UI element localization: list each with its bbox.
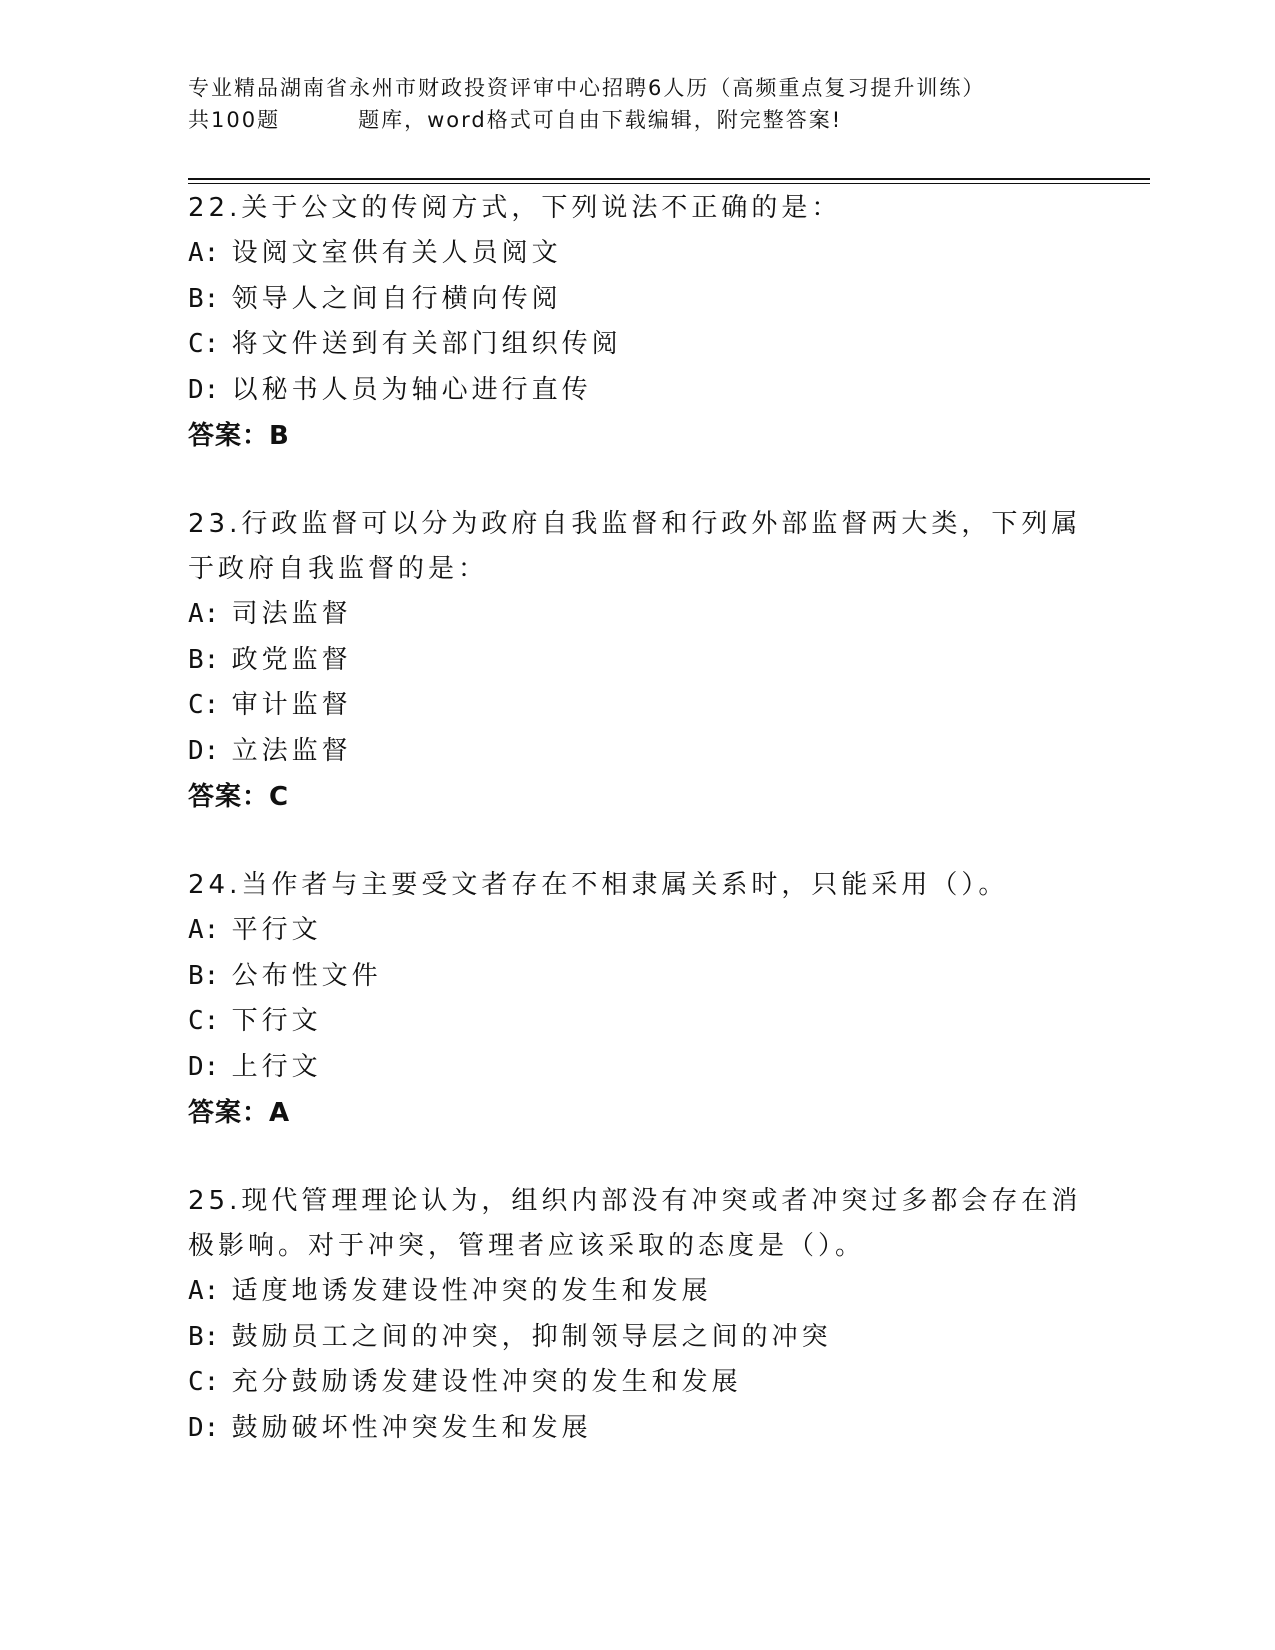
option-letter: A: — [188, 599, 220, 629]
answer: 答案：B — [188, 421, 290, 451]
option-text: 上行文 — [231, 1051, 322, 1082]
option-letter: D: — [188, 374, 220, 405]
option-text: 鼓励破坏性冲突发生和发展 — [231, 1412, 592, 1443]
option-letter: C: — [188, 690, 220, 720]
option-letter: C: — [188, 1367, 220, 1397]
option-a — [188, 908, 1088, 954]
option-letter: B: — [188, 960, 220, 991]
header-title: 专业精品湖南省永州市财政投资评审中心招聘6人历（高频重点复习提升训练） — [188, 76, 986, 100]
option-text: 立法监督 — [231, 735, 352, 766]
question-stem: 23.行政监督可以分为政府自我监督和行政外部监督两大类，下列属于政府自我监督的是： — [188, 509, 1082, 584]
question-25 — [188, 1179, 1088, 1451]
option-a — [188, 1269, 1088, 1315]
option-text: 公布性文件 — [231, 960, 382, 991]
option-letter: B: — [188, 644, 220, 675]
option-letter: D: — [188, 735, 220, 766]
option-text: 司法监督 — [231, 599, 352, 629]
option-text: 领导人之间自行横向传阅 — [231, 283, 562, 314]
option-text: 适度地诱发建设性冲突的发生和发展 — [231, 1276, 712, 1306]
option-letter: A: — [188, 1276, 220, 1306]
option-letter: C: — [188, 1006, 220, 1036]
option-text: 鼓励员工之间的冲突，抑制领导层之间的冲突 — [231, 1321, 832, 1352]
answer: 答案：C — [188, 782, 290, 812]
option-b — [188, 277, 1088, 323]
option-letter: B: — [188, 283, 220, 314]
option-letter: D: — [188, 1051, 220, 1082]
option-letter: B: — [188, 1321, 220, 1352]
option-d — [188, 729, 1088, 775]
option-text: 充分鼓励诱发建设性冲突的发生和发展 — [231, 1367, 742, 1397]
header-count: 共100题 — [188, 108, 281, 132]
option-text: 将文件送到有关部门组织传阅 — [231, 329, 622, 359]
option-text: 下行文 — [231, 1006, 322, 1036]
page-header — [188, 72, 1148, 136]
question-stem: 25.现代管理理论认为，组织内部没有冲突或者冲突过多都会存在消极影响。对于冲突，管理者应该采取的态度是（）。 — [188, 1186, 1082, 1261]
option-b — [188, 1315, 1088, 1361]
option-text: 审计监督 — [231, 690, 352, 720]
option-c — [188, 322, 1088, 368]
question-22 — [188, 186, 1088, 459]
option-b — [188, 954, 1088, 1000]
option-a — [188, 231, 1088, 277]
option-text: 平行文 — [231, 915, 322, 945]
option-c — [188, 1360, 1088, 1406]
option-letter: C: — [188, 329, 220, 359]
option-d — [188, 1406, 1088, 1452]
option-a — [188, 592, 1088, 638]
question-stem: 24.当作者与主要受文者存在不相隶属关系时，只能采用（）。 — [188, 870, 1009, 900]
question-23 — [188, 502, 1088, 820]
option-d — [188, 1045, 1088, 1091]
header-subtitle — [188, 104, 1148, 136]
header-note: 题库，word格式可自由下载编辑，附完整答案! — [358, 108, 843, 132]
question-stem: 22.关于公文的传阅方式，下列说法不正确的是： — [188, 193, 842, 223]
option-c — [188, 999, 1088, 1045]
option-letter: A: — [188, 915, 220, 945]
question-24 — [188, 863, 1088, 1136]
answer: 答案：A — [188, 1098, 291, 1128]
question-list — [188, 186, 1088, 1494]
option-letter: A: — [188, 238, 220, 268]
option-b — [188, 638, 1088, 684]
option-c — [188, 683, 1088, 729]
option-text: 政党监督 — [231, 644, 352, 675]
option-letter: D: — [188, 1412, 220, 1443]
header-divider — [188, 178, 1150, 184]
option-text: 以秘书人员为轴心进行直传 — [231, 374, 592, 405]
option-d — [188, 368, 1088, 414]
option-text: 设阅文室供有关人员阅文 — [231, 238, 562, 268]
